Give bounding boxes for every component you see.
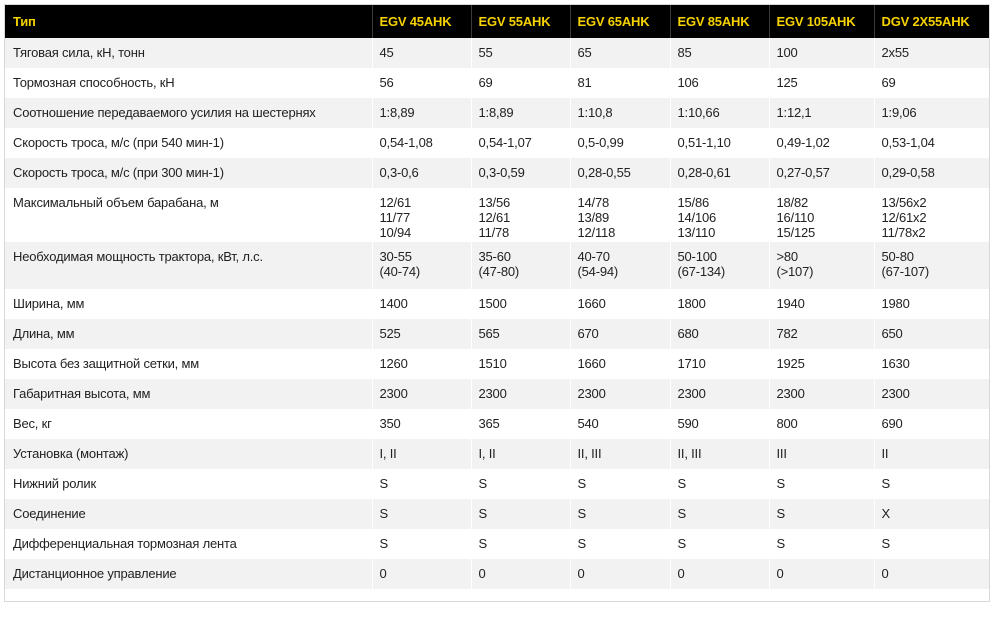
table-row xyxy=(5,68,990,98)
table-header-row xyxy=(5,5,990,38)
table-row xyxy=(5,242,990,289)
table-cell: 0,27-0,57 xyxy=(769,158,874,188)
table-row xyxy=(5,349,990,379)
table-cell: 50-80 (67-107) xyxy=(874,242,990,289)
table-cell: S xyxy=(471,499,570,529)
table-cell: 56 xyxy=(372,68,471,98)
row-label: Дифференциальная тормозная лента xyxy=(13,536,237,551)
table-cell: 0,51-1,10 xyxy=(670,128,769,158)
table-cell: S xyxy=(372,529,471,559)
header-egv-105ahk: EGV 105AHK xyxy=(769,5,874,38)
table-row xyxy=(5,529,990,559)
table-row xyxy=(5,188,990,242)
table-cell: 30-55 (40-74) xyxy=(372,242,471,289)
table-cell: 18/82 16/110 15/125 xyxy=(769,188,874,242)
table-cell: 69 xyxy=(874,68,990,98)
row-label: Соотношение передаваемого усилия на шестернях xyxy=(13,105,316,120)
table-cell: 590 xyxy=(670,409,769,439)
table-row xyxy=(5,499,990,529)
table-cell: S xyxy=(570,529,670,559)
table-row xyxy=(5,128,990,158)
header-type: Тип xyxy=(13,14,36,29)
header-egv-85ahk: EGV 85AHK xyxy=(670,5,769,38)
table-cell: S xyxy=(372,469,471,499)
table-cell: 2300 xyxy=(471,379,570,409)
row-label: Нижний ролик xyxy=(13,476,96,491)
row-label: Скорость троса, м/с (при 540 мин-1) xyxy=(13,135,224,150)
table-cell: S xyxy=(874,529,990,559)
table-cell: 0,5-0,99 xyxy=(570,128,670,158)
table-cell: 1:8,89 xyxy=(372,98,471,128)
table-row xyxy=(5,158,990,188)
table-cell: >80 (>107) xyxy=(769,242,874,289)
table-cell: 1800 xyxy=(670,289,769,319)
table-cell: 350 xyxy=(372,409,471,439)
table-cell: 1:9,06 xyxy=(874,98,990,128)
table-cell: S xyxy=(372,499,471,529)
table-cell: 0,49-1,02 xyxy=(769,128,874,158)
table-cell: 0 xyxy=(670,559,769,589)
row-label: Вес, кг xyxy=(13,416,52,431)
table-cell: 100 xyxy=(769,38,874,68)
table-cell: 2300 xyxy=(769,379,874,409)
table-body xyxy=(5,38,990,589)
table-cell: 0 xyxy=(372,559,471,589)
table-cell: S xyxy=(769,499,874,529)
row-label: Необходимая мощность трактора, кВт, л.с. xyxy=(13,249,263,264)
table-cell: 782 xyxy=(769,319,874,349)
table-cell: 0,29-0,58 xyxy=(874,158,990,188)
table-cell: 650 xyxy=(874,319,990,349)
table-cell: 1940 xyxy=(769,289,874,319)
table-cell: S xyxy=(670,529,769,559)
table-cell: 365 xyxy=(471,409,570,439)
header-egv-45ahk: EGV 45AHK xyxy=(372,5,471,38)
table-cell: 13/56x2 12/61x2 11/78x2 xyxy=(874,188,990,242)
table-cell: 1260 xyxy=(372,349,471,379)
table-cell: 1:12,1 xyxy=(769,98,874,128)
row-label: Соединение xyxy=(13,506,86,521)
table-cell: 0 xyxy=(874,559,990,589)
table-cell: I, II xyxy=(471,439,570,469)
table-cell: S xyxy=(471,529,570,559)
header-egv-65ahk: EGV 65AHK xyxy=(570,5,670,38)
table-cell: 2300 xyxy=(570,379,670,409)
table-cell: 1500 xyxy=(471,289,570,319)
table-cell: 0,53-1,04 xyxy=(874,128,990,158)
table-cell: 14/78 13/89 12/118 xyxy=(570,188,670,242)
table-cell: 85 xyxy=(670,38,769,68)
table-cell: 0 xyxy=(769,559,874,589)
table-cell: S xyxy=(769,469,874,499)
table-row xyxy=(5,469,990,499)
table-cell: 1660 xyxy=(570,349,670,379)
table-cell: 525 xyxy=(372,319,471,349)
table-cell: 0,3-0,59 xyxy=(471,158,570,188)
table-cell: 40-70 (54-94) xyxy=(570,242,670,289)
table-cell: S xyxy=(570,499,670,529)
table-cell: 12/61 11/77 10/94 xyxy=(372,188,471,242)
table-cell: 690 xyxy=(874,409,990,439)
table-cell: S xyxy=(874,469,990,499)
header-egv-55ahk: EGV 55AHK xyxy=(471,5,570,38)
table-row xyxy=(5,98,990,128)
table-cell: 0,54-1,07 xyxy=(471,128,570,158)
table-cell: III xyxy=(769,439,874,469)
table-cell: S xyxy=(670,499,769,529)
row-label: Габаритная высота, мм xyxy=(13,386,151,401)
table-cell: X xyxy=(874,499,990,529)
table-cell: 125 xyxy=(769,68,874,98)
row-label: Длина, мм xyxy=(13,326,75,341)
table-cell: 1925 xyxy=(769,349,874,379)
table-row xyxy=(5,439,990,469)
table-row xyxy=(5,38,990,68)
table-row xyxy=(5,409,990,439)
table-cell: 69 xyxy=(471,68,570,98)
table-cell: 0 xyxy=(471,559,570,589)
table-row xyxy=(5,289,990,319)
table-cell: 2300 xyxy=(670,379,769,409)
table-cell: 65 xyxy=(570,38,670,68)
row-label: Ширина, мм xyxy=(13,296,85,311)
row-label: Максимальный объем барабана, м xyxy=(13,195,219,210)
table-cell: 1510 xyxy=(471,349,570,379)
table-row xyxy=(5,379,990,409)
row-label: Скорость троса, м/с (при 300 мин-1) xyxy=(13,165,224,180)
table-cell: 0,28-0,61 xyxy=(670,158,769,188)
table-cell: 2300 xyxy=(874,379,990,409)
table-cell: II, III xyxy=(570,439,670,469)
table-cell: 1660 xyxy=(570,289,670,319)
table-cell: II, III xyxy=(670,439,769,469)
table-cell: 45 xyxy=(372,38,471,68)
table-cell: 1:8,89 xyxy=(471,98,570,128)
table-cell: 15/86 14/106 13/110 xyxy=(670,188,769,242)
table-cell: 0 xyxy=(570,559,670,589)
table-cell: 1710 xyxy=(670,349,769,379)
table-cell: 680 xyxy=(670,319,769,349)
table-cell: 800 xyxy=(769,409,874,439)
table-cell: S xyxy=(471,469,570,499)
table-cell: 1:10,66 xyxy=(670,98,769,128)
table-cell: 2300 xyxy=(372,379,471,409)
table-cell: 1:10,8 xyxy=(570,98,670,128)
table-cell: 1630 xyxy=(874,349,990,379)
row-label: Тяговая сила, кН, тонн xyxy=(13,45,145,60)
table-row xyxy=(5,319,990,349)
table-cell: 0,3-0,6 xyxy=(372,158,471,188)
table-row xyxy=(5,559,990,589)
row-label: Тормозная способность, кН xyxy=(13,75,175,90)
table-cell: 50-100 (67-134) xyxy=(670,242,769,289)
table-cell: 55 xyxy=(471,38,570,68)
table-cell: 13/56 12/61 11/78 xyxy=(471,188,570,242)
row-label: Дистанционное управление xyxy=(13,566,177,581)
table-cell: II xyxy=(874,439,990,469)
table-cell: 540 xyxy=(570,409,670,439)
table-cell: 670 xyxy=(570,319,670,349)
table-cell: S xyxy=(769,529,874,559)
table-cell: 81 xyxy=(570,68,670,98)
table-cell: 2x55 xyxy=(874,38,990,68)
row-label: Установка (монтаж) xyxy=(13,446,129,461)
table-cell: 565 xyxy=(471,319,570,349)
spec-table-container xyxy=(4,4,990,602)
table-cell: I, II xyxy=(372,439,471,469)
table-cell: S xyxy=(670,469,769,499)
table-cell: 35-60 (47-80) xyxy=(471,242,570,289)
table-cell: 1980 xyxy=(874,289,990,319)
table-cell: 0,28-0,55 xyxy=(570,158,670,188)
header-dgv-2x55ahk: DGV 2X55AHK xyxy=(874,5,990,38)
row-label: Высота без защитной сетки, мм xyxy=(13,356,199,371)
spec-table xyxy=(5,5,990,589)
table-cell: S xyxy=(570,469,670,499)
table-cell: 0,54-1,08 xyxy=(372,128,471,158)
table-cell: 1400 xyxy=(372,289,471,319)
table-cell: 106 xyxy=(670,68,769,98)
